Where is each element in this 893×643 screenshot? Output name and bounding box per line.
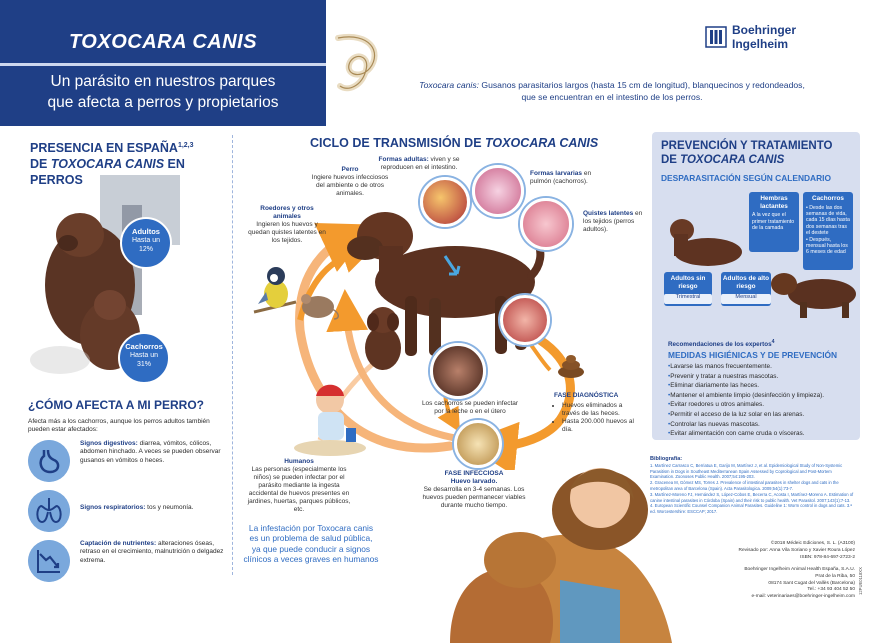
symptom-text [80, 540, 236, 565]
lungs-icon [28, 490, 70, 532]
box-text: A la vez que el primer tratamiento de la camada [752, 212, 795, 231]
credits-line: Boehringer Ingelheim Animal Health España, S.A.U. [744, 566, 855, 572]
symptom-respiratory [28, 490, 233, 534]
subtitle-line: Un parásito en nuestros parques [50, 73, 276, 90]
label-heading: Quistes latentes [583, 210, 634, 217]
box-text-item: Desde las dos semanas de vida, cada 15 días hasta dos semanas tras el destete [806, 204, 850, 237]
label-subheading: Huevo larvado. [450, 478, 498, 485]
adult-worms-image [420, 177, 470, 227]
symptom-digestive [28, 440, 233, 484]
credits-line: Tel.: +34 93 404 52 50 [807, 587, 855, 593]
brand-logo [704, 22, 816, 56]
label-text: Se desarrolla en 3-4 semanas. Los huevos pueden permanecer viables durante mucho tiempo. [422, 486, 526, 509]
label-heading: FASE INFECCIOSA [444, 470, 504, 477]
box-text: • Desde las dos semanas de vida, cada 15 días hasta dos semanas tras el destete • Después, mensual hasta los 6 meses de edad [806, 204, 850, 256]
label-rodents [248, 205, 326, 245]
stat-prefix: Hasta un [129, 352, 159, 359]
credits-line: ISBN: 978-84-697-2723-2 [800, 554, 855, 560]
nursing-puppies-image [430, 343, 486, 399]
cycle-title [310, 136, 610, 150]
reference-marker: 1,2,3 [177, 142, 194, 149]
header-divider [0, 63, 326, 66]
label-heading: Humanos [284, 458, 314, 465]
hygiene-measures-title: MEDIDAS HIGIÉNICAS Y DE PREVENCIÓN [668, 350, 838, 360]
symptom-text [80, 504, 236, 512]
label-diagnostic-phase [554, 392, 640, 434]
stat-value: 12% [138, 246, 153, 253]
puppies-stat-badge [118, 332, 170, 384]
box-title: Adultos sin riesgo [670, 275, 706, 290]
label-heading: Formas larvarias [530, 170, 583, 177]
label-puppies: Los cachorros se pueden infectar por la leche o en el útero [421, 400, 519, 415]
deworming-title: DESPARASITACIÓN SEGÚN CALENDARIO [661, 173, 831, 183]
uterus-puppy-image [500, 295, 550, 345]
bibliography-item: 1. Martínez Carrasco C, Berriatua E, Garijo M, Martínez J, et al. Epidemiological Study of Non-Systemic Parasitism in Dogs in Southeast Mediterranean Spain Assessed by Coprological and Post-Mortem Examination. Zoonoses Public Health. 2007;54:195-203. [650, 462, 843, 480]
label-latent-cysts [583, 210, 643, 234]
publisher-credits [695, 541, 855, 601]
symptom-nutrients [28, 540, 233, 584]
label-heading: Formas adultas: [378, 156, 429, 163]
logo-text: Ingelheim [732, 37, 789, 51]
experts-recommendations-title [668, 339, 848, 348]
species-name: TOXOCARA CANIS [50, 157, 165, 172]
contact-email: e-mail: veterinariaes@boehringer-ingelheim.com [751, 594, 855, 600]
label-larval-forms [530, 170, 610, 186]
label-text: Las personas (especialmente los niños) se pueden infectar por el parásito mediante la ingesta accidental de huevos presentes en jardines, huertas, parques públicos, etc. [247, 466, 351, 513]
species-name: TOXOCARA CANIS [680, 154, 785, 166]
symptom-heading: Signos respiratorios: [80, 504, 146, 511]
larva-image [472, 165, 524, 217]
boehringer-logo-icon [704, 24, 728, 50]
lung-cyst-image [520, 198, 572, 250]
bibliography [650, 456, 855, 515]
label-humans [244, 458, 354, 514]
label-text: en los tejidos (perros adultos). [583, 210, 643, 233]
prevention-title-line: DE [661, 154, 681, 166]
child-in-sandbox-illustration [290, 378, 366, 458]
page-title: TOXOCARA CANIS [68, 31, 258, 53]
list-item: • Prevenir y tratar a nuestras mascotas. [668, 372, 858, 382]
bibliography-item: 2. Gracenea M, Gómez MS, Torres J. Prevalence of intestinal parasites in shelter dogs and cats in the metropolitan area of Barcelona (Spain). Acta Parasitologica. 2009;54(1):73-7. [650, 480, 839, 491]
symptom-description: tos y neumonía. [145, 504, 194, 511]
frequency-quarterly: Trimestral [664, 294, 712, 304]
intro-definition: Gusanos parasitarios largos (hasta 15 cm de longitud), blanquecinos y redondeados, [479, 80, 805, 90]
logo-text: Boehringer [732, 23, 797, 37]
adults-stat-badge [120, 217, 172, 269]
girl-with-dog-photo [410, 440, 682, 643]
label-heading: FASE DIAGNÓSTICA [554, 392, 619, 399]
credits-line: 08174 Sant Cugat del Vallès (Barcelona) [768, 580, 855, 586]
intro-definition-cont: que se encuentran en el intestino de los perros. [521, 92, 703, 102]
symptom-text [80, 440, 236, 465]
presence-title-line: PRESENCIA EN ESPAÑA [30, 141, 178, 156]
label-adult-forms [374, 156, 464, 172]
page-subtitle [16, 71, 310, 113]
subtitle-line: que afecta a perros y propietarios [47, 94, 279, 111]
list-item: • Lavarse las manos frecuentemente. [668, 362, 858, 372]
prevention-title [661, 139, 856, 167]
stat-label: Cachorros [125, 342, 163, 351]
label-text: viven y se reproducen en el intestino. [380, 156, 460, 171]
intro-text [352, 79, 872, 103]
stat-prefix: Hasta un [131, 237, 161, 244]
cycle-title-text: CICLO DE TRANSMISIÓN DE [310, 136, 486, 150]
diagnostic-list [554, 402, 640, 434]
labrador-adult-illustration [768, 264, 860, 318]
presence-title-line: DE [30, 157, 51, 172]
symptom-description: alteraciones óseas, retraso en el crecimiento, malnutrición o delgadez extrema. [80, 540, 224, 564]
credits-line: Prat de la Riba, 50 [815, 573, 855, 579]
symptom-heading: Captación de nutrientes: [80, 540, 157, 547]
affects-title: ¿CÓMO AFECTA A MI PERRO? [28, 398, 204, 412]
rec-title-text: Recomendaciones de los expertos [668, 341, 772, 349]
list-item: • Huevos eliminados a través de las heces. [562, 402, 640, 418]
stat-label: Adultos [132, 227, 160, 236]
weight-loss-chart-icon [28, 540, 70, 582]
label-text: Ingiere huevos infecciosos del ambiente o de otros animales. [311, 174, 389, 197]
box-title: Hembras lactantes [760, 195, 788, 210]
bibliography-item: 4. European Scientific Counsel Companion Animal Parasites. Guideline 1: Worm control in dogs and cats. 3.ª ed. Worcestershire: ESCCAP; 2017. [650, 503, 852, 515]
stat-value: 31% [136, 361, 151, 368]
list-item: • Evitar alimentación con carne cruda o vísceras. [668, 429, 858, 439]
document-code: 12PUE0118XX [858, 567, 863, 595]
species-name: TOXOCARA CANIS [485, 136, 599, 150]
hygiene-measures-list [668, 362, 858, 439]
prevention-title-line: PREVENCIÓN Y TRATAMIENTO [661, 140, 833, 152]
list-item: • Permitir el acceso de la luz solar en las arenas. [668, 410, 858, 420]
callout-line: ya que puede conducir a signos [251, 543, 371, 554]
intro-term: Toxocara canis: [419, 80, 480, 90]
credits-line: Revisado por: Anna Vila Soriano y Xavier Roura López [738, 547, 855, 553]
label-heading: Perro [341, 166, 359, 173]
credits-line: ©2018 Médeic Ediciones, S. L. (A3100) [770, 541, 855, 546]
callout-line: clínicos a veces graves en humanos [243, 554, 379, 565]
list-item: • Hasta 200.000 huevos al día. [562, 418, 640, 434]
affects-intro: Afecta más a los cachorros, aunque los perros adultos también pueden estar afectados: [28, 418, 210, 433]
list-item: • Controlar las nuevas mascotas. [668, 420, 858, 430]
box-title: Adultos de alto riesgo [722, 275, 770, 290]
label-text: en pulmón (cachorros). [530, 170, 592, 185]
label-heading: Roedores y otros animales [260, 205, 314, 220]
feces-illustration [556, 352, 586, 378]
box-title: Cachorros [812, 195, 844, 202]
mouse-illustration [296, 287, 340, 321]
box-text-item: Después, mensual hasta los 6 meses de edad [806, 236, 848, 256]
lactating-females-box [749, 192, 799, 252]
stomach-icon [28, 440, 70, 482]
frequency-monthly: Mensual [721, 294, 771, 304]
reference-marker: 4 [771, 339, 775, 345]
callout-line: es un problema de salud pública, [249, 533, 373, 544]
column-divider [232, 135, 233, 575]
symptom-heading: Signos digestivos: [80, 440, 138, 447]
bibliography-item: 3. Martínez-Moreno FJ, Hernández S, López-Cobos E, Becerra C, Acosta I, Martínez-Moreno A. Estimation of canine intestinal parasites in Córdoba (Spain) and their risk to public health. Vet Parasitol. 2007;143(1):7-13. [650, 491, 854, 503]
list-item: • Evitar roedores u otros animales. [668, 400, 858, 410]
list-item: • Eliminar diariamente las heces. [668, 381, 858, 391]
puppy-illustration [355, 302, 411, 372]
puppies-box [803, 192, 853, 270]
list-item: • Mantener el ambiente limpio (desinfección y limpieza). [668, 391, 858, 401]
public-health-callout [242, 523, 380, 565]
labrador-mother-illustration [664, 208, 744, 268]
callout-line: La infestación por Toxocara canis [248, 523, 374, 533]
bibliography-title: Bibliografía: [650, 456, 683, 462]
presence-title-line: EN PERROS [30, 157, 185, 188]
label-text: Ingieren los huevos y quedan quistes latentes en los tejidos. [248, 221, 326, 244]
bird-illustration [252, 262, 298, 316]
symptom-description: diarrea, vómitos, cólicos, abdomen hinchado. A veces se pueden observar gusanos en vómitos o heces. [80, 440, 221, 464]
